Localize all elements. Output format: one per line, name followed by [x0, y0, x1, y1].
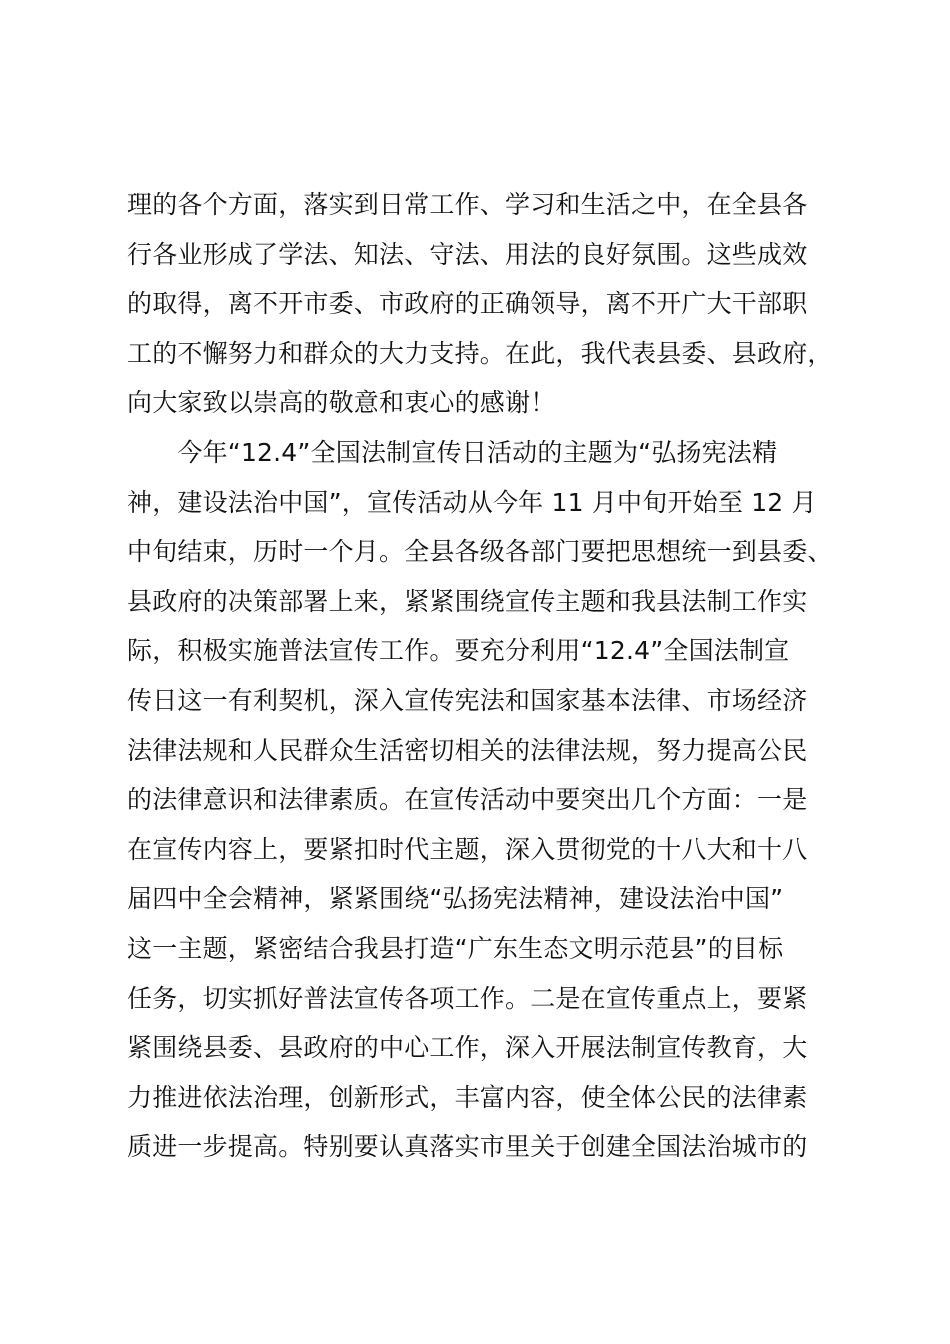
- text-line: 际，积极实施普法宣传工作。要充分利用“12.4”全国法制宣: [127, 636, 790, 666]
- text-line: 法律法规和人民群众生活密切相关的法律法规，努力提高公民: [127, 735, 808, 765]
- text-line: 届四中全会精神，紧紧围绕“弘扬宪法精神，建设法治中国”: [127, 884, 784, 914]
- text-line: 行各业形成了学法、知法、守法、用法的良好氛围。这些成效: [127, 239, 808, 269]
- body-text: [127, 180, 867, 1172]
- text-line: 中旬结束，历时一个月。全县各级各部门要把思想统一到县委、: [127, 537, 833, 567]
- text-line: 的取得，离不开市委、市政府的正确领导，离不开广大干部职: [127, 289, 808, 319]
- text-line: 传日这一有利契机，深入宣传宪法和国家基本法律、市场经济: [127, 685, 808, 715]
- text-line: 理的各个方面，落实到日常工作、学习和生活之中，在全县各: [127, 190, 808, 219]
- text-line: 紧围绕县委、县政府的中心工作，深入开展法制宣传教育，大: [127, 1033, 808, 1063]
- text-line: 向大家致以崇高的敬意和衷心的感谢！: [127, 388, 556, 418]
- text-line: 这一主题，紧密结合我县打造“广东生态文明示范县”的目标: [127, 933, 784, 963]
- text-line: 神，建设法治中国”，宣传活动从今年 11 月中旬开始至 12 月: [127, 487, 817, 517]
- text-line: 县政府的决策部署上来，紧紧围绕宣传主题和我县法制工作实: [127, 586, 808, 616]
- text-line: 今年“12.4”全国法制宣传日活动的主题为“弘扬宪法精: [127, 437, 778, 467]
- text-line: 工的不懈努力和群众的大力支持。在此，我代表县委、县政府，: [127, 338, 833, 368]
- text-line: 质进一步提高。特别要认真落实市里关于创建全国法治城市的: [127, 1132, 808, 1162]
- text-line: 的法律意识和法律素质。在宣传活动中要突出几个方面：一是: [127, 785, 808, 815]
- text-line: 力推进依法治理，创新形式，丰富内容，使全体公民的法律素: [127, 1082, 808, 1112]
- text-line: 在宣传内容上，要紧扣时代主题，深入贯彻党的十八大和十八: [127, 834, 808, 864]
- text-line: 任务，切实抓好普法宣传各项工作。二是在宣传重点上，要紧: [127, 983, 808, 1013]
